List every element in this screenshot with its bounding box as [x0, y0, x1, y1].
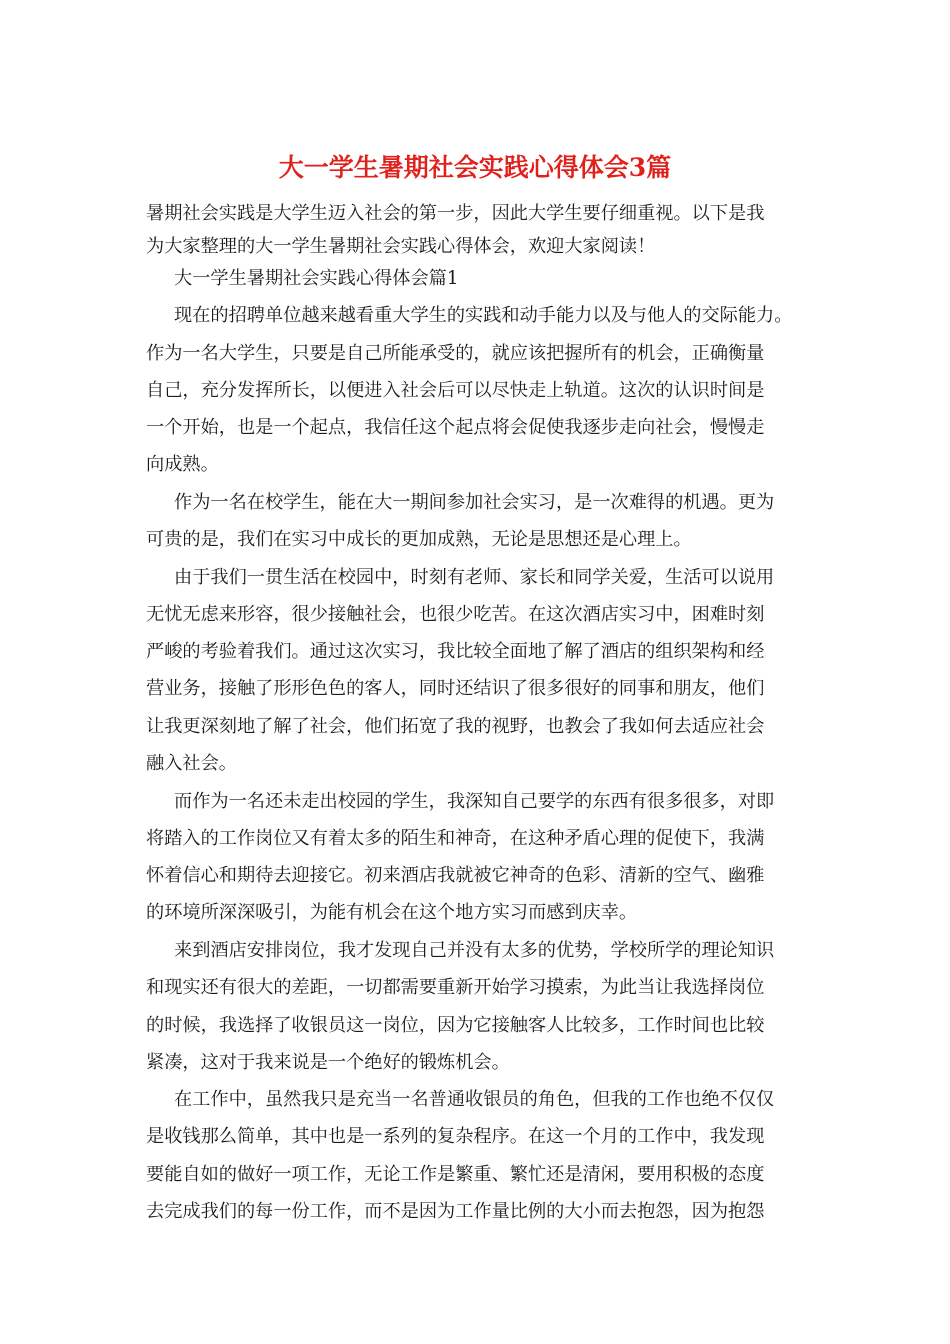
text-line: 在工作中，虽然我只是充当一名普通收银员的角色，但我的工作也绝不仅仅	[174, 1089, 775, 1110]
text-line: 由于我们一贯生活在校园中，时刻有老师、家长和同学关爱，生活可以说用	[174, 567, 775, 588]
text-line: 自己，充分发挥所长，以便进入社会后可以尽快走上轨道。这次的认识时间是	[146, 380, 765, 401]
text-line: 一个开始，也是一个起点，我信任这个起点将会促使我逐步走向社会，慢慢走	[146, 417, 765, 438]
text-line: 是收钱那么简单，其中也是一系列的复杂程序。在这一个月的工作中，我发现	[146, 1126, 765, 1147]
text-line: 而作为一名还未走出校园的学生，我深知自己要学的东西有很多很多，对即	[174, 791, 775, 812]
text-line: 为大家整理的大一学生暑期社会实践心得体会，欢迎大家阅读！	[146, 236, 656, 257]
text-line: 无忧无虑来形容，很少接触社会，也很少吃苦。在这次酒店实习中，困难时刻	[146, 604, 765, 625]
text-line: 向成熟。	[146, 454, 219, 475]
text-line: 作为一名大学生，只要是自己所能承受的，就应该把握所有的机会，正确衡量	[146, 343, 765, 364]
text-line: 的时候，我选择了收银员这一岗位，因为它接触客人比较多，工作时间也比较	[146, 1015, 765, 1036]
document-title: 大一学生暑期社会实践心得体会3篇	[278, 153, 672, 182]
text-line: 和现实还有很大的差距，一切都需要重新开始学习摸索，为此当让我选择岗位	[146, 977, 765, 998]
text-line: 融入社会。	[146, 753, 237, 774]
text-line: 暑期社会实践是大学生迈入社会的第一步，因此大学生要仔细重视。以下是我	[146, 203, 765, 224]
text-line: 的环境所深深吸引，为能有机会在这个地方实习而感到庆幸。	[146, 902, 638, 923]
text-line: 让我更深刻地了解了社会，他们拓宽了我的视野，也教会了我如何去适应社会	[146, 716, 765, 737]
text-line: 作为一名在校学生，能在大一期间参加社会实习，是一次难得的机遇。更为	[174, 492, 775, 513]
text-line: 怀着信心和期待去迎接它。初来酒店我就被它神奇的色彩、清新的空气、幽雅	[146, 865, 765, 886]
text-line: 营业务，接触了形形色色的客人，同时还结识了很多很好的同事和朋友，他们	[146, 678, 765, 699]
text-line: 紧凑，这对于我来说是一个绝好的锻炼机会。	[146, 1052, 510, 1073]
text-line: 严峻的考验着我们。通过这次实习，我比较全面地了解了酒店的组织架构和经	[146, 641, 765, 662]
text-line: 要能自如的做好一项工作，无论工作是繁重、繁忙还是清闲，要用积极的态度	[146, 1164, 765, 1185]
text-line: 来到酒店安排岗位，我才发现自己并没有太多的优势，学校所学的理论知识	[174, 940, 775, 961]
section-heading: 大一学生暑期社会实践心得体会篇1	[174, 268, 459, 289]
text-line: 将踏入的工作岗位又有着太多的陌生和神奇，在这种矛盾心理的促使下，我满	[146, 828, 765, 849]
text-line: 现在的招聘单位越来越看重大学生的实践和动手能力以及与他人的交际能力。	[174, 305, 793, 326]
text-line: 可贵的是，我们在实习中成长的更加成熟，无论是思想还是心理上。	[146, 529, 692, 550]
text-line: 去完成我们的每一份工作，而不是因为工作量比例的大小而去抱怨，因为抱怨	[146, 1201, 765, 1222]
